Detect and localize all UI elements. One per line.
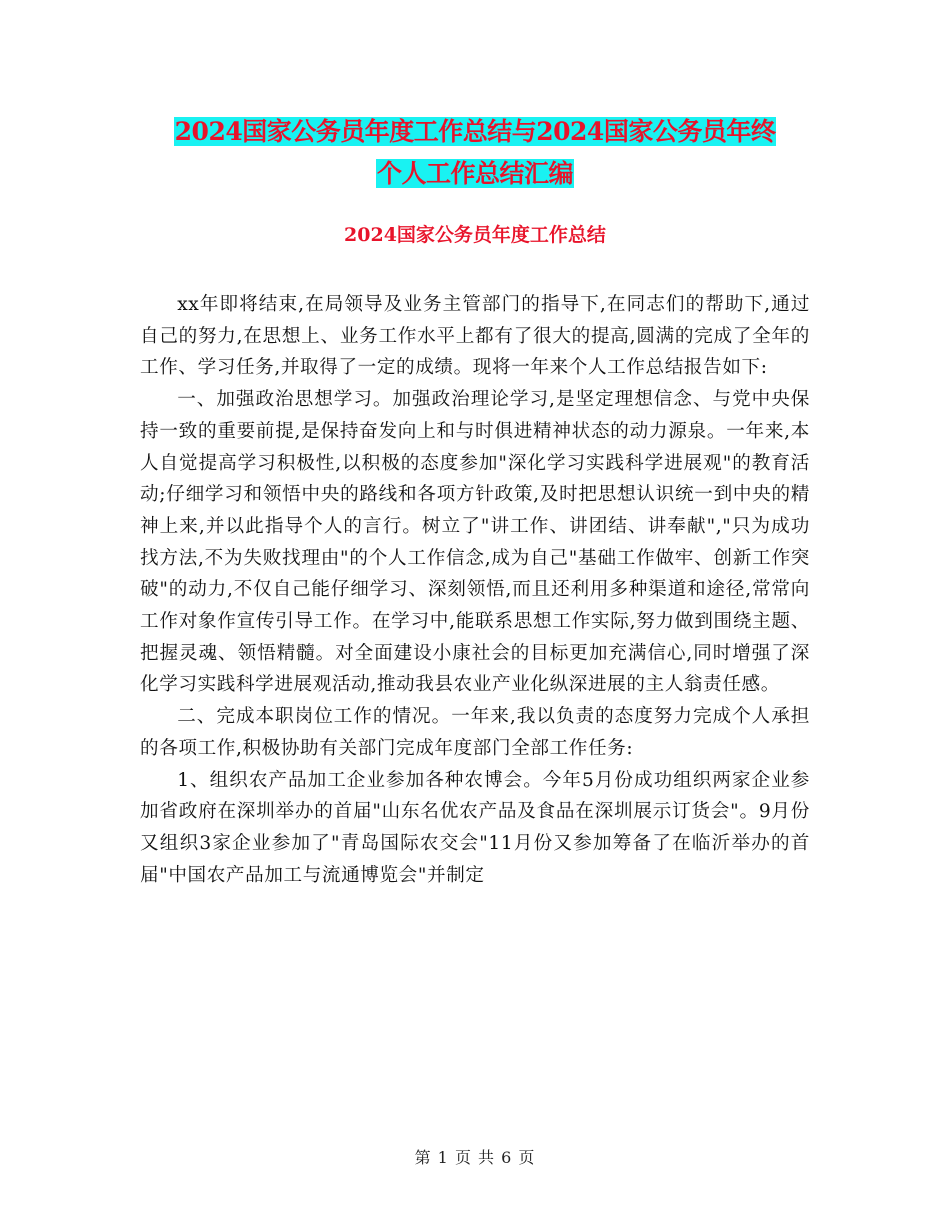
page-number-footer: 第 1 页 共 6 页 <box>414 1148 536 1167</box>
paragraph-expo-organization: 1、组织农产品加工企业参加各种农博会。今年5月份成功组织两家企业参加省政府在深圳举办的首届"山东名优农产品及食品在深圳展示订货会"。9月份又组织3家企业参加了"青岛国际农交会"11月份又参加筹备了在临沂举办的首届"中国农产品加工与流通博览会"并制定 <box>140 769 810 886</box>
paragraph-political-study: 一、加强政治思想学习。加强政治理论学习,是坚定理想信念、与党中央保持一致的重要前提,是保持奋发向上和与时俱进精神状态的动力源泉。一年来,本人自觉提高学习积极性,以积极的态度参加"深化学习实践科学进展观"的教育活动;仔细学习和领悟中央的路线和各项方针政策,及时把思想认识统一到中央的精神上来,并以此指导个人的言行。树立了"讲工作、讲团结、讲奉献","只为成功找方法,不为失败找理由"的个人工作信念,成为自己"基础工作做牢、创新工作突破"的动力,不仅自己能仔细学习、深刻领悟,而且还利用多种渠道和途径,常常向工作对象作宣传引导工作。在学习中,能联系思想工作实际,努力做到围绕主题、把握灵魂、领悟精髓。对全面建设小康社会的目标更加充满信心,同时增强了深化学习实践科学进展观活动,推动我县农业产业化纵深进展的主人翁责任感。 <box>140 389 810 696</box>
highlighted-title-text: 2024国家公务员年度工作总结与2024国家公务员年终 <box>174 117 776 146</box>
paragraph-job-duties: 二、完成本职岗位工作的情况。一年来,我以负责的态度努力完成个人承担的各项工作,积极协助有关部门完成年度部门全部工作任务: <box>140 706 810 759</box>
paragraph-intro: xx年即将结束,在局领导及业务主管部门的指导下,在同志们的帮助下,通过自己的努力,在思想上、业务工作水平上都有了很大的提高,圆满的完成了全年的工作、学习任务,并取得了一定的成绩。现将一年来个人工作总结报告如下: <box>140 294 810 379</box>
document-title-line-2 <box>120 155 830 193</box>
document-title-line-1 <box>120 113 830 151</box>
section-title: 2024国家公务员年度工作总结 <box>344 224 606 246</box>
highlighted-title-text: 个人工作总结汇编 <box>376 159 573 188</box>
document-body <box>140 289 810 891</box>
